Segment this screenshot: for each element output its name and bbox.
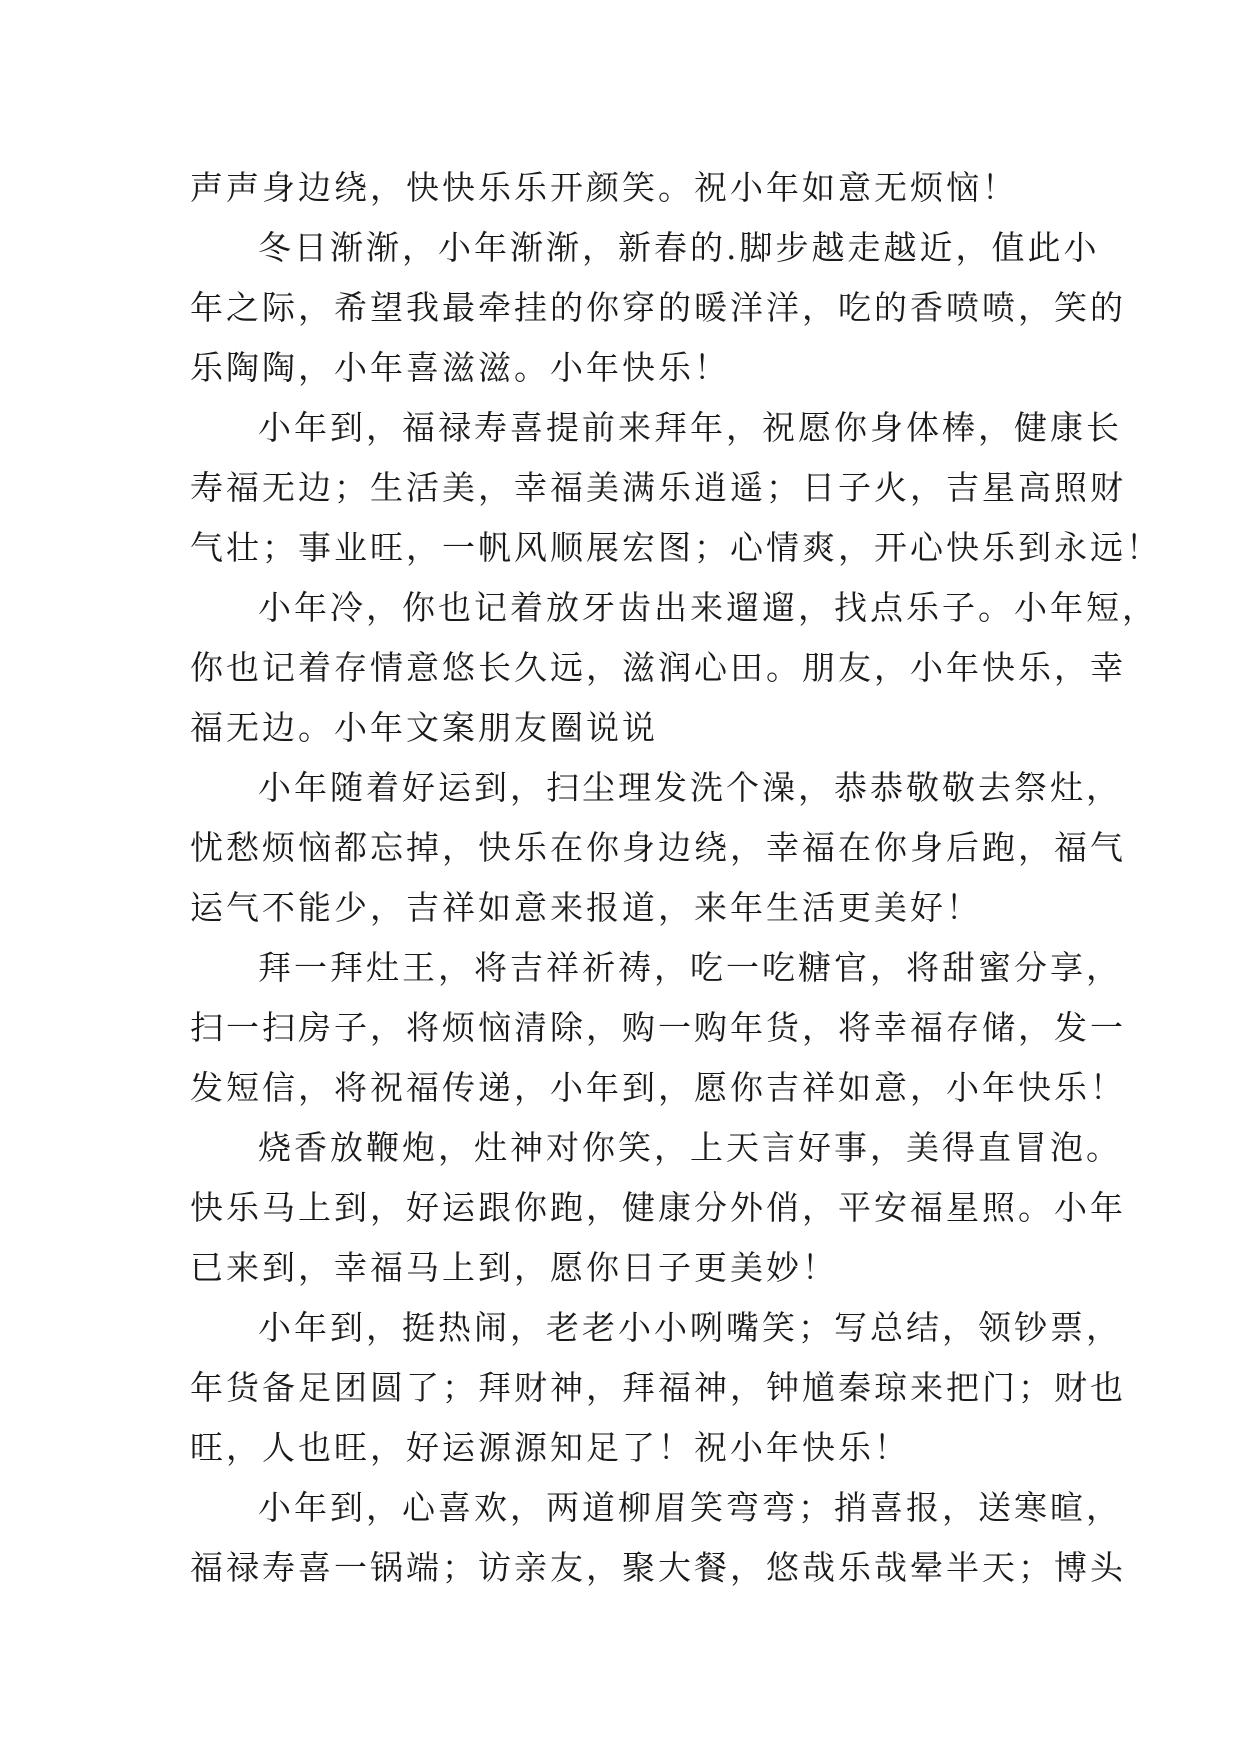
text-line: 乐陶陶，小年喜滋滋。小年快乐！ — [190, 348, 730, 387]
text-line: 声声身边绕，快快乐乐开颜笑。祝小年如意无烦恼！ — [190, 168, 1018, 207]
text-line: 发短信，将祝福传递，小年到，愿你吉祥如意，小年快乐！ — [190, 1068, 1126, 1107]
text-line: 扫一扫房子，将烦恼清除，购一购年货，将幸福存储，发一 — [190, 1008, 1126, 1047]
text-line: 年之际，希望我最牵挂的你穿的暖洋洋，吃的香喷喷，笑的 — [190, 288, 1126, 327]
paragraph-first-line: 烧香放鞭炮，灶神对你笑，上天言好事，美得直冒泡。 — [258, 1128, 1122, 1167]
text-line: 你也记着存情意悠长久远，滋润心田。朋友，小年快乐，幸 — [190, 648, 1126, 687]
paragraph-first-line: 小年到，福禄寿喜提前来拜年，祝愿你身体棒，健康长 — [258, 408, 1122, 447]
text-line: 快乐马上到，好运跟你跑，健康分外俏，平安福星照。小年 — [190, 1188, 1126, 1227]
text-line: 年货备足团圆了；拜财神，拜福神，钟馗秦琼来把门；财也 — [190, 1368, 1126, 1407]
text-line: 寿福无边；生活美，幸福美满乐逍遥；日子火，吉星高照财 — [190, 468, 1126, 507]
paragraph-first-line: 小年随着好运到，扫尘理发洗个澡，恭恭敬敬去祭灶， — [258, 768, 1122, 807]
text-line: 福禄寿喜一锅端；访亲友，聚大餐，悠哉乐哉晕半天；博头 — [190, 1548, 1126, 1587]
text-line: 旺，人也旺，好运源源知足了！祝小年快乐！ — [190, 1428, 910, 1467]
text-line: 运气不能少，吉祥如意来报道，来年生活更美好！ — [190, 888, 982, 927]
text-line: 气壮；事业旺，一帆风顺展宏图；心情爽，开心快乐到永远！ — [190, 528, 1162, 567]
paragraph-first-line: 冬日渐渐，小年渐渐，新春的.脚步越走越近，值此小 — [258, 228, 1100, 267]
text-line: 已来到，幸福马上到，愿你日子更美妙！ — [190, 1248, 838, 1287]
text-line: 忧愁烦恼都忘掉，快乐在你身边绕，幸福在你身后跑，福气 — [190, 828, 1126, 867]
paragraph-first-line: 小年到，心喜欢，两道柳眉笑弯弯；捎喜报，送寒暄， — [258, 1488, 1122, 1527]
text-line: 福无边。小年文案朋友圈说说 — [190, 708, 658, 747]
document-body — [190, 158, 1162, 1598]
paragraph-first-line: 小年冷，你也记着放牙齿出来遛遛，找点乐子。小年短， — [258, 588, 1158, 627]
paragraph-first-line: 拜一拜灶王，将吉祥祈祷，吃一吃糖官，将甜蜜分享， — [258, 948, 1122, 987]
paragraph-first-line: 小年到，挺热闹，老老小小咧嘴笑；写总结，领钞票， — [258, 1308, 1122, 1347]
